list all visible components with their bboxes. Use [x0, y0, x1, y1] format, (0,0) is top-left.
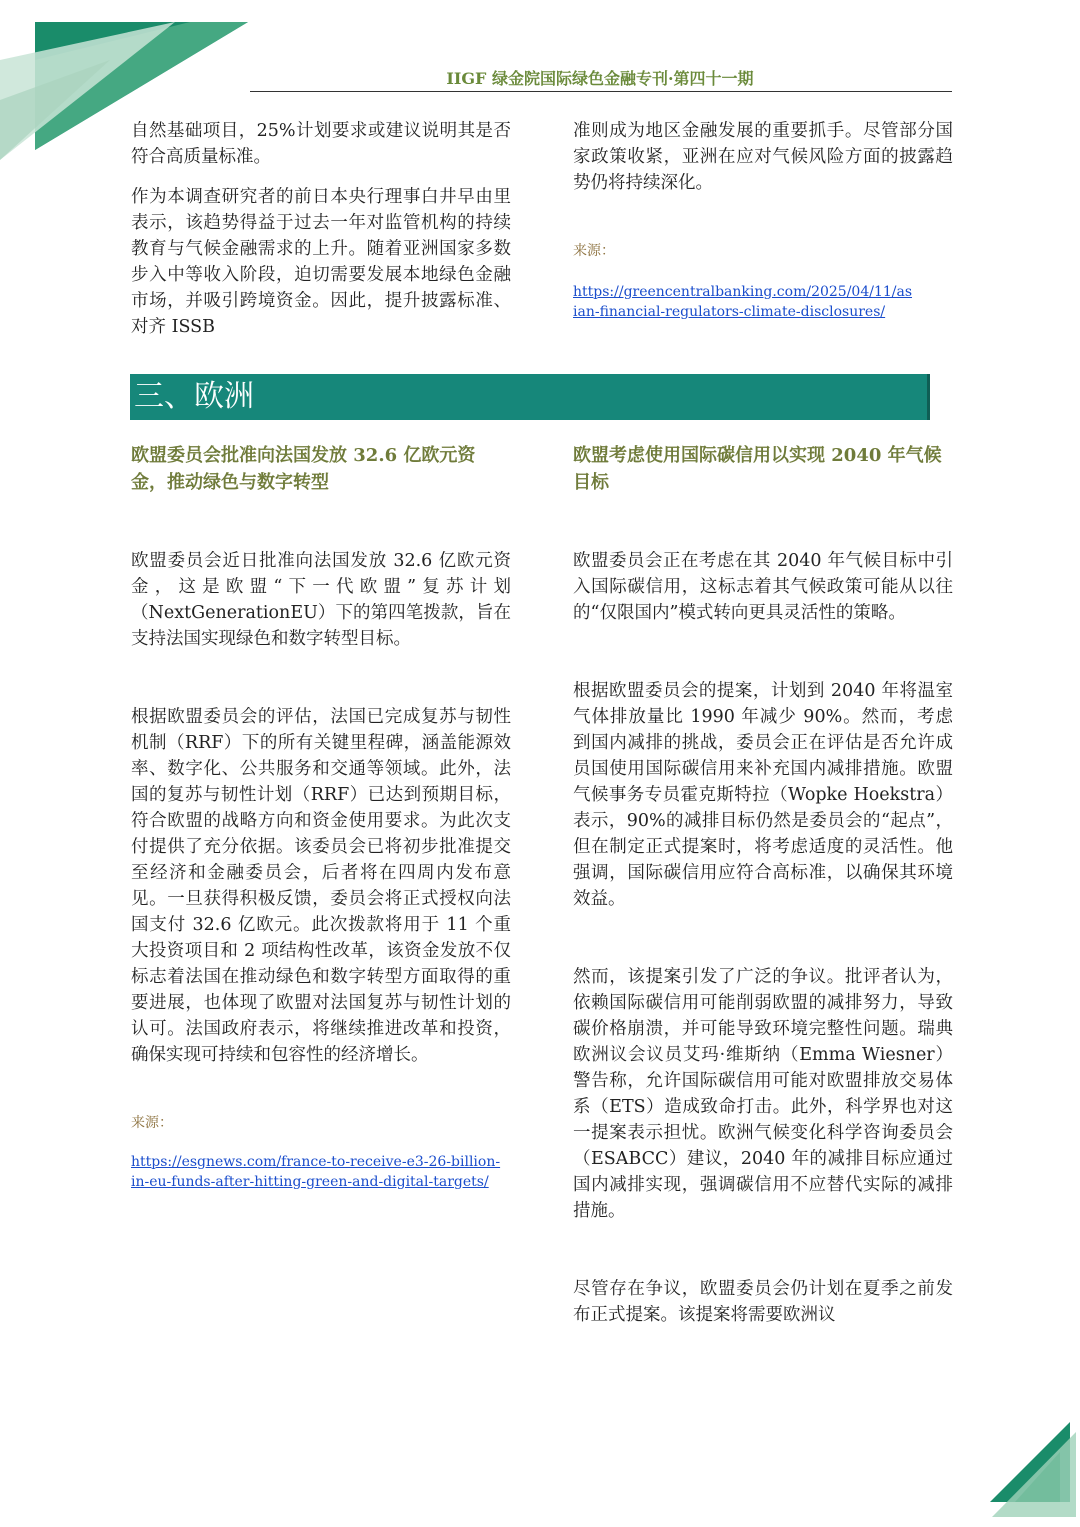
paragraph: 自然基础项目，25%计划要求或建议说明其是否符合高质量标准。 [131, 121, 511, 167]
section-bar-edge [927, 374, 930, 420]
paragraph: 根据欧盟委员会的评估，法国已完成复苏与韧性机制（RRF）下的所有关键里程碑，涵盖能源效率、数字化、公共服务和交通等领域。此外，法国的复苏与韧性计划（RRF）已达到预期目标，符合欧盟的战略方向和资金使用要求。为此次支付提供了充分依据。该委员会已将初步批准提交至经济和金融委员会，后者将在四周内发布意见。一旦获得积极反馈，委员会将正式授权向法国支付 32.6 亿欧元。此次拨款将用于 11 个重大投资项目和 2 项结构性改革，该资金发放不仅标志着法国在推动绿色和数字转型方面取得的重要进展，也体现了欧盟对法国复苏与韧性计划的认可。法国政府表示，将继续推进改革和投资，确保实现可持续和包容性的经济增长。 [131, 707, 511, 1065]
article-headline: 欧盟委员会批准向法国发放 32.6 亿欧元资金，推动绿色与数字转型 [131, 445, 476, 493]
paragraph: 尽管存在争议，欧盟委员会仍计划在夏季之前发布正式提案。该提案将需要欧洲议 [573, 1279, 953, 1325]
header-title: IIGF 绿金院国际绿色金融专刊·第四十一期 [446, 69, 754, 88]
paragraph: 然而，该提案引发了广泛的争议。批评者认为，依赖国际碳信用可能削弱欧盟的减排努力，导致碳价格崩溃，并可能导致环境完整性问题。瑞典欧洲议会议员艾玛·维斯纳（Emma Wiesner）警告称，允许国际碳信用可能对欧盟排放交易体系（ETS）造成致命打击。此外，科学界也对这一提案表示担忧。欧洲气候变化科学咨询委员会（ESABCC）建议，2040 年的减排目标应通过国内减排实现，强调碳信用不应替代实际的减排措施。 [573, 967, 953, 1221]
header-divider [250, 91, 952, 92]
corner-decoration-bottom-right [980, 1417, 1080, 1527]
left-article [131, 442, 511, 1192]
top-right-column [573, 118, 953, 322]
article-headline: 欧盟考虑使用国际碳信用以实现 2040 年气候目标 [573, 445, 942, 493]
right-article [573, 442, 953, 1328]
source-label: 来源： [131, 1115, 173, 1131]
source-link[interactable]: https://esgnews.com/france-to-receive-e3-26-billion-in-eu-funds-after-hitting-green-and-digital-targets/ [131, 1154, 501, 1190]
section-title: 三、欧洲 [134, 379, 254, 414]
paragraph: 作为本调查研究者的前日本央行理事白井早由里表示，该趋势得益于过去一年对监管机构的持续教育与气候金融需求的上升。随着亚洲国家多数步入中等收入阶段，迫切需要发展本地绿色金融市场，并吸引跨境资金。因此，提升披露标准、对齐 ISSB [131, 187, 511, 337]
top-left-column [131, 118, 511, 340]
paragraph: 根据欧盟委员会的提案，计划到 2040 年将温室气体排放量比 1990 年减少 90%。然而，考虑到国内减排的挑战，委员会正在评估是否允许成员国使用国际碳信用来补充国内减排措施。欧盟气候事务专员霍克斯特拉（Wopke Hoekstra）表示，90%的减排目标仍然是委员会的“起点”，但在制定正式提案时，将考虑适度的灵活性。他强调，国际碳信用应符合高标准，以确保其环境效益。 [573, 681, 953, 909]
paragraph: 欧盟委员会近日批准向法国发放 32.6 亿欧元资金，这是欧盟“下一代欧盟”复苏计划（NextGenerationEU）下的第四笔拨款，旨在支持法国实现绿色和数字转型目标。 [131, 551, 511, 649]
source-link[interactable]: https://greencentralbanking.com/2025/04/11/asian-financial-regulators-climate-disclosures/ [573, 284, 913, 320]
paragraph: 准则成为地区金融发展的重要抓手。尽管部分国家政策收紧，亚洲在应对气候风险方面的披露趋势仍将持续深化。 [573, 121, 953, 193]
source-label: 来源： [573, 243, 615, 259]
paragraph: 欧盟委员会正在考虑在其 2040 年气候目标中引入国际碳信用，这标志着其气候政策可能从以往的“仅限国内”模式转向更具灵活性的策略。 [573, 551, 953, 623]
section-heading-europe [130, 374, 930, 420]
